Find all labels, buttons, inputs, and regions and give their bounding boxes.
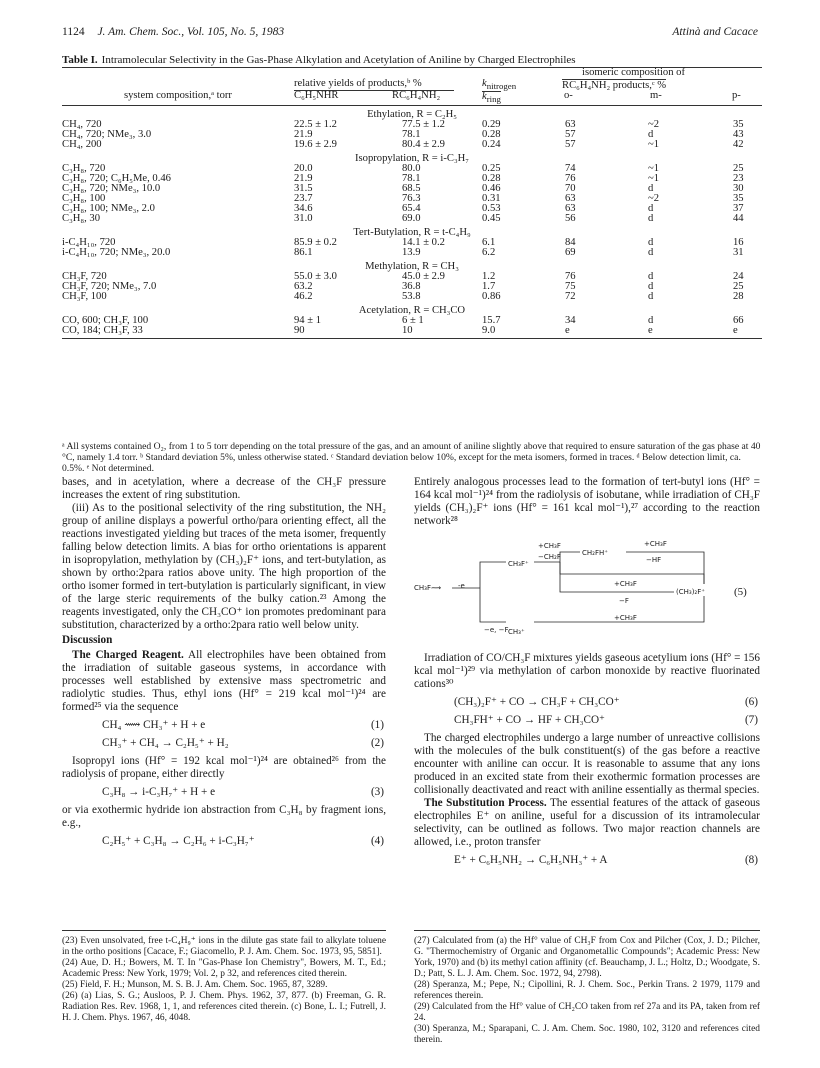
cell-nhr: 94 ± 1 [294,315,322,326]
cell-p: 35 [733,193,744,204]
cell-sys: CH₄, 200 [62,139,102,150]
cell-m: ~2 [648,119,660,130]
left-paragraph-1: bases, and in acetylation, where a decrease of the CH₃F pressure increases the extent of ring substitution. [62,476,386,501]
cell-nhr: 19.6 ± 2.9 [294,139,337,150]
cell-sys: C₃H₈, 720 [62,163,106,174]
right-references [414,930,760,1046]
cell-nhr: 31.0 [294,213,313,224]
cell-k: 0.28 [482,173,501,184]
left-paragraph-3: The Charged Reagent. All electrophiles have been obtained from the irradiation of suitable gaseous systems, in accordance with processes well established by extensive mass spectrometric and radiolytic studies. Thus, ethyl ions (Hf° = 219 kcal mol⁻¹)²⁴ are formed²⁵ via the sequence [62,649,386,713]
table-caption: Intramolecular Selectivity in the Gas-Phase Alkylation and Acetylation of Aniline by Charged Electrophiles [101,54,576,66]
network-species: CH₃F⁺ [508,560,529,568]
cell-nhr: 86.1 [294,247,313,258]
section-title: Ethylation, R = C₂H₅ [367,109,457,120]
cell-k: 0.24 [482,139,501,150]
cell-p: 43 [733,129,744,140]
equation-1: CH₄ ⟿ CH₃⁺ + H + e (1) [102,719,384,731]
reference: (23) Even unsolvated, free t-C₄H₉⁺ ions in the dilute gas state fail to alkylate toluene in the ortho positions [Cacace, F.; Giacomello, P. J. Am. Chem. Soc. 1973, 95, 5851]. [62,936,386,957]
section-title: Tert-Butylation, R = t-C₄H₉ [353,227,471,238]
left-references [62,930,386,1024]
cell-o: 70 [565,183,576,194]
table-row [62,140,762,150]
cell-rc: 65.4 [402,203,421,214]
cell-m: ~1 [648,139,660,150]
cell-m: e [648,325,653,336]
cell-m: d [648,291,654,302]
cell-k: 6.2 [482,247,496,258]
reaction-network [414,534,760,644]
reference: (25) Field, F. H.; Munson, M. S. B. J. Am. Chem. Soc. 1965, 87, 3289. [62,980,328,990]
reference: (26) (a) Lias, S. G.; Ausloos, P. J. Chem. Phys. 1962, 37, 877. (b) Freeman, G. R. Radiation Res. Rev. 1968, 1, 1, and references cited therein. (c) Bone, L. I.; Futrell, J. H. J. Chem. Phys. 1967, 46, 4048. [62,991,386,1023]
network-label: +CH₃F [614,614,637,622]
cell-rc: 36.8 [402,281,421,292]
cell-m: ~1 [648,173,660,184]
cell-rc: 45.0 ± 2.9 [402,271,445,282]
cell-sys: C₃H₈, 100; NMe₃, 2.0 [62,203,155,214]
cell-p: 31 [733,247,744,258]
cell-rc: 53.8 [402,291,421,302]
reference: (29) Calculated from the Hf° value of CH₂CO taken from ref 27a and its PA, taken from ref 24. [414,1002,760,1023]
cell-p: e [733,325,738,336]
cell-m: ~2 [648,193,660,204]
cell-k: 1.7 [482,281,496,292]
cell-m: d [648,315,654,326]
cell-nhr: 34.6 [294,203,313,214]
rc-heading: RC₆H₄NH₂ [392,90,441,101]
cell-sys: C₃H₈, 720; NMe₃, 10.0 [62,183,161,194]
right-paragraph-1: Entirely analogous processes lead to the formation of tert-butyl ions (Hf° = 164 kcal mol⁻¹)²⁴ from the radiolysis of isobutane, while irradiation of CH₃F yields (CH₃)₂F⁺ ions (Hf° = 161 kcal mol⁻¹),²⁷ according to the reaction network²⁸ [414,476,760,527]
table-label: Table I. [62,54,98,66]
ratio-heading-bottom: $k_{ring}$ [482,91,501,105]
cell-rc: 13.9 [402,247,421,258]
cell-rc: 69.0 [402,213,421,224]
cell-k: 0.28 [482,129,501,140]
cell-sys: CH₄, 720; NMe₃, 3.0 [62,129,152,140]
cell-nhr: 55.0 ± 3.0 [294,271,337,282]
cell-sys: CH₃F, 720; NMe₃, 7.0 [62,281,157,292]
data-table [62,67,762,339]
cell-o: 72 [565,291,576,302]
cell-o: 63 [565,203,576,214]
network-label: +CH₃F [644,540,667,548]
cell-nhr: 21.9 [294,173,313,184]
cell-p: 37 [733,203,744,214]
cell-o: 57 [565,129,576,140]
cell-o: 63 [565,119,576,130]
network-species: CH₂FH⁺ [582,549,608,557]
reference: (24) Aue, D. H.; Bowers, M. T. In "Gas-Phase Ion Chemistry", Bowers, M. T., Ed.; Academic Press: New York, 1979; Vol. 2, p 32, and references cited therein. [62,958,386,979]
cell-o: 34 [565,315,576,326]
authors: Attinà and Cacace [672,26,758,38]
cell-k: 0.29 [482,119,501,130]
cell-sys: CH₄, 720 [62,119,102,130]
network-label: +CH₃F [538,542,561,550]
cell-o: 69 [565,247,576,258]
cell-p: 30 [733,183,744,194]
journal-citation: J. Am. Chem. Soc., Vol. 105, No. 5, 1983 [97,26,285,38]
cell-k: 0.25 [482,163,501,174]
network-label: −e, −F [484,626,509,634]
cell-nhr: 20.0 [294,163,313,174]
section-title: Acetylation, R = CH₃CO [358,305,466,316]
cell-rc: 76.3 [402,193,421,204]
cell-sys: CO, 600; CH₃F, 100 [62,315,149,326]
cell-m: ~1 [648,163,660,174]
table-footnotes: ᵃ All systems contained O₂, from 1 to 5 torr depending on the total pressure of the gas, and an amount of aniline slightly above that required to ensure saturation of the gas phase at 40 °C, namely 1.4 torr. ᵇ Standard deviation 5%, unless otherwise stated. ᶜ Standard deviation below 10%, except for the meta isomers, formed in traces. ᵈ Below detection limit, ca. 0.5%. ᵉ Not determined. [62,441,761,474]
section-title: Methylation, R = CH₃ [365,261,459,272]
cell-o: 75 [565,281,576,292]
cell-rc: 10 [402,325,413,336]
table-title [62,54,576,66]
left-paragraph-2: (iii) As to the positional selectivity of the ring substitution, the NH₂ group of aniline displays a powerful ortho/para orienting effect, all the reactions investigated yielding but traces of the meta isomer, frequently falling below detection limits. A bias for ortho orientations is apparent in isopropylation, methylation by (CH₃)₂F⁺ ions, and tert-butylation, as shown by ortho:2para ratios above unity. The high proportion of the ortho isomer formed in tert-butylation is particularly significant, in view of the large steric requirements of the bulky cation.²³ Among the reagents investigated, only the CH₃CO⁺ ion promotes predominant para substitution, characterized by a ortho:2para ratio well below unity. [62,502,386,631]
right-paragraph-2: Irradiation of CO/CH₃F mixtures yields gaseous acetylium ions (Hf° = 156 kcal mol⁻¹)²⁹ via methylation of carbon monoxide by reactive fluorinated cations³⁰ [414,652,760,690]
network-label: −HF [646,556,662,564]
cell-sys: C₃H₈, 30 [62,213,100,224]
cell-rc: 6 ± 1 [402,315,424,326]
network-species: CH₃⁺ [508,628,525,636]
cell-rc: 78.1 [402,129,421,140]
cell-m: d [648,237,654,248]
table-row [62,326,762,336]
network-label: -e [458,582,465,590]
table-row [62,214,762,224]
cell-k: 9.0 [482,325,496,336]
cell-m: d [648,213,654,224]
cell-m: d [648,281,654,292]
cell-p: 16 [733,237,744,248]
reference: (27) Calculated from (a) the Hf° value of CH₃F from Cox and Pilcher (Cox, J. D.; Pilcher, G. "Thermochemistry of Organic and Organometallic Compounds"; Academic Press: New York, 1970) and (b) its methyl cation affinity (cf. Beauchamp, J. L.; Holtz, D.; Woodgate, S. D.; Patt, S. L. J. Am. Chem. Soc. 1972, 94, 2798). [414,936,760,979]
page-number: 1124 [62,26,85,38]
right-paragraph-3: The charged electrophiles undergo a large number of unreactive collisions with the molecules of the bulk constituent(s) of the gas before a reactive encounter with aniline can occur. It is reasonable to assume that any ions produced in an excited state from their exothermic formation processes are collisionally deactivated and react with aniline essentially as thermal species. [414,732,760,796]
cell-k: 0.53 [482,203,501,214]
cell-o: 63 [565,193,576,204]
cell-k: 0.46 [482,183,501,194]
cell-k: 0.86 [482,291,501,302]
equation-8: E⁺ + C₆H₅NH₂ → C₆H₅NH₃⁺ + A (8) [454,854,758,866]
cell-nhr: 90 [294,325,305,336]
cell-k: 0.31 [482,193,501,204]
table-body [62,106,762,336]
left-paragraph-5: or via exothermic hydride ion abstraction from C₃H₈ by fragment ions, e.g., [62,804,386,829]
section-title: Isopropylation, R = i-C₃H₇ [355,153,469,164]
cell-p: 66 [733,315,744,326]
meta-heading: m- [650,90,662,101]
left-column [62,476,386,853]
cell-p: 35 [733,119,744,130]
cell-m: d [648,203,654,214]
cell-rc: 80.4 ± 2.9 [402,139,445,150]
left-paragraph-4: Isopropyl ions (Hf° = 192 kcal mol⁻¹)²⁴ are obtained²⁶ from the radiolysis of propane, either directly [62,755,386,780]
cell-k: 0.45 [482,213,501,224]
cell-nhr: 31.5 [294,183,313,194]
table-row [62,248,762,258]
equation-7: CH₃FH⁺ + CO → HF + CH₃CO⁺ (7) [454,714,758,726]
cell-o: 76 [565,271,576,282]
cell-o: 57 [565,139,576,150]
cell-rc: 14.1 ± 0.2 [402,237,445,248]
discussion-heading: Discussion [62,634,113,646]
para-heading: p- [732,90,741,101]
network-product: (CH₃)₂F⁺ [676,588,705,596]
cell-o: 76 [565,173,576,184]
cell-o: 84 [565,237,576,248]
cell-m: d [648,183,654,194]
cell-rc: 80.0 [402,163,421,174]
table-row [62,292,762,302]
equation-4: C₂H₅⁺ + C₃H₈ → C₂H₆ + i-C₃H₇⁺ (4) [102,835,384,847]
right-column [414,476,760,872]
cell-sys: CH₃F, 100 [62,291,107,302]
reference: (30) Speranza, M.; Sparapani, C. J. Am. Chem. Soc. 1980, 102, 3120 and references cited therein. [414,1024,760,1045]
isomeric-heading-1: isomeric composition of [582,67,685,78]
cell-sys: CO, 184; CH₃F, 33 [62,325,143,336]
reference: (28) Speranza, M.; Pepe, N.; Cipollini, R. J. Chem. Soc., Perkin Trans. 2 1979, 1179 and references therein. [414,980,760,1001]
equation-number-5: (5) [734,586,747,598]
network-label: −CH₂F [538,553,561,561]
table-bottom-rule [62,338,762,339]
cell-k: 15.7 [482,315,501,326]
cell-p: 25 [733,163,744,174]
cell-p: 44 [733,213,744,224]
equation-6: (CH₃)₂F⁺ + CO → CH₃F + CH₃CO⁺ (6) [454,696,758,708]
cell-nhr: 46.2 [294,291,313,302]
nhr-heading: C₆H₅NHR [294,90,339,101]
cell-nhr: 22.5 ± 1.2 [294,119,337,130]
network-label: +CH₃F [614,580,637,588]
network-reactant: CH₃F⟿ [414,584,442,592]
cell-nhr: 21.9 [294,129,313,140]
cell-nhr: 23.7 [294,193,313,204]
cell-m: d [648,247,654,258]
cell-rc: 68.5 [402,183,421,194]
cell-k: 6.1 [482,237,496,248]
cell-rc: 78.1 [402,173,421,184]
running-header [62,26,758,38]
ratio-heading-top: $k_{nitrogen}$ [482,78,517,92]
cell-p: 23 [733,173,744,184]
right-paragraph-4: The Substitution Process. The essential features of the attack of gaseous electrophiles E⁺ on aniline, useful for a discussion of its intramolecular selectivity, can be outlined as follows. Two major reaction channels are allowed, i.e., proton transfer [414,797,760,848]
cell-o: 56 [565,213,576,224]
cell-sys: C₃H₈, 100 [62,193,106,204]
cell-p: 42 [733,139,744,150]
cell-sys: i-C₄H₁₀, 720 [62,237,116,248]
cell-p: 25 [733,281,744,292]
equation-3: C₃H₈ → i-C₃H₇⁺ + H + e (3) [102,786,384,798]
isomeric-heading-2: RC₆H₄NH₂ products,ᶜ % [562,80,667,91]
system-heading: system composition,ᵃ torr [124,90,232,101]
cell-nhr: 85.9 ± 0.2 [294,237,337,248]
yields-heading: relative yields of products,ᵇ % [294,78,422,89]
cell-k: 1.2 [482,271,496,282]
cell-p: 28 [733,291,744,302]
cell-nhr: 63.2 [294,281,313,292]
cell-m: d [648,129,654,140]
cell-m: d [648,271,654,282]
cell-p: 24 [733,271,744,282]
cell-rc: 77.5 ± 1.2 [402,119,445,130]
ortho-heading: o- [564,90,573,101]
cell-sys: CH₃F, 720 [62,271,107,282]
network-label: −F [619,597,629,605]
equation-2: CH₃⁺ + CH₄ → C₂H₅⁺ + H₂ (2) [102,737,384,749]
cell-o: 74 [565,163,576,174]
cell-o: e [565,325,570,336]
cell-sys: C₃H₈, 720; C₆H₅Me, 0.46 [62,173,171,184]
cell-sys: i-C₄H₁₀, 720; NMe₃, 20.0 [62,247,171,258]
